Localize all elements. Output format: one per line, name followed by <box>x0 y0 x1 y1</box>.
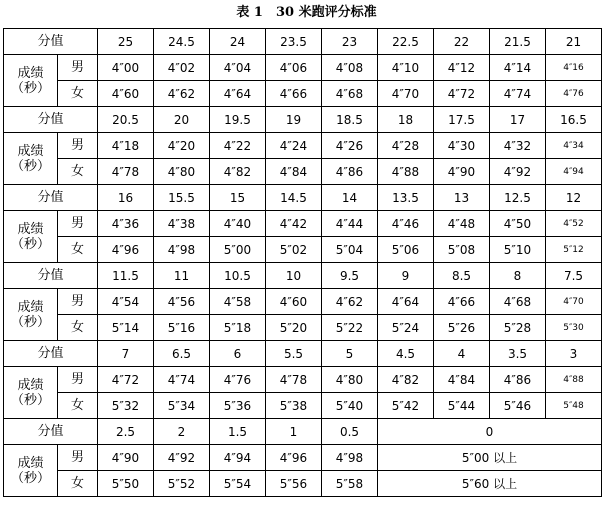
male-time-cell: 4″64 <box>378 289 434 315</box>
result-label <box>4 133 58 185</box>
score-cell: 10 <box>266 263 322 289</box>
female-time-cell: 4″66 <box>266 81 322 107</box>
female-label: 女 <box>58 159 98 185</box>
result-label-line1: 成绩 <box>17 143 44 159</box>
male-row <box>4 289 602 315</box>
male-time-cell: 4″84 <box>434 367 490 393</box>
female-time-cell: 4″64 <box>210 81 266 107</box>
female-time-cell: 4″76 <box>546 81 602 107</box>
score-cell: 21 <box>546 29 602 55</box>
female-time-cell: 5″10 <box>490 237 546 263</box>
male-time-cell: 4″24 <box>266 133 322 159</box>
score-cell: 5 <box>322 341 378 367</box>
female-label: 女 <box>58 81 98 107</box>
male-time-cell: 4″96 <box>266 445 322 471</box>
result-label-line2: （秒） <box>10 470 50 486</box>
female-time-cell: 5″24 <box>378 315 434 341</box>
score-cell: 24 <box>210 29 266 55</box>
score-cell: 25 <box>98 29 154 55</box>
result-label <box>4 445 58 497</box>
female-time-cell: 5″38 <box>266 393 322 419</box>
male-time-cell: 4″80 <box>322 367 378 393</box>
male-time-cell: 4″76 <box>210 367 266 393</box>
male-time-cell: 4″62 <box>322 289 378 315</box>
score-cell: 19.5 <box>210 107 266 133</box>
score-cell: 9 <box>378 263 434 289</box>
result-label-line1: 成绩 <box>17 299 44 315</box>
score-cell: 1.5 <box>210 419 266 445</box>
female-time-cell: 4″98 <box>154 237 210 263</box>
female-time-cell: 5″52 <box>154 471 210 497</box>
score-cell: 23.5 <box>266 29 322 55</box>
result-label-line1: 成绩 <box>17 221 44 237</box>
score-cell: 6 <box>210 341 266 367</box>
result-label-line1: 成绩 <box>17 377 44 393</box>
result-label <box>4 367 58 419</box>
score-cell: 17.5 <box>434 107 490 133</box>
female-time-cell: 5″14 <box>98 315 154 341</box>
score-cell: 14 <box>322 185 378 211</box>
female-time-cell: 4″84 <box>266 159 322 185</box>
female-time-cell: 5″56 <box>266 471 322 497</box>
score-row <box>4 29 602 55</box>
male-time-cell: 4″26 <box>322 133 378 159</box>
male-time-cell: 4″46 <box>378 211 434 237</box>
score-cell: 13 <box>434 185 490 211</box>
result-label-line2: （秒） <box>10 236 50 252</box>
score-cell: 5.5 <box>266 341 322 367</box>
score-cell: 13.5 <box>378 185 434 211</box>
male-time-cell: 4″68 <box>490 289 546 315</box>
female-row <box>4 315 602 341</box>
female-time-cell: 4″86 <box>322 159 378 185</box>
score-label: 分值 <box>4 341 98 367</box>
score-cell: 22 <box>434 29 490 55</box>
male-label: 男 <box>58 367 98 393</box>
score-cell: 10.5 <box>210 263 266 289</box>
female-time-cell: 4″90 <box>434 159 490 185</box>
male-time-cell: 4″22 <box>210 133 266 159</box>
male-time-cell: 4″10 <box>378 55 434 81</box>
female-time-cell: 4″94 <box>546 159 602 185</box>
score-cell: 20 <box>154 107 210 133</box>
male-row <box>4 367 602 393</box>
score-cell: 18.5 <box>322 107 378 133</box>
male-time-cell: 4″34 <box>546 133 602 159</box>
score-cell: 21.5 <box>490 29 546 55</box>
female-row <box>4 159 602 185</box>
male-label: 男 <box>58 445 98 471</box>
female-time-cell: 5″16 <box>154 315 210 341</box>
female-time-cell: 5″06 <box>378 237 434 263</box>
male-time-cell: 4″86 <box>490 367 546 393</box>
male-time-cell: 4″58 <box>210 289 266 315</box>
result-label <box>4 55 58 107</box>
female-time-cell: 5″32 <box>98 393 154 419</box>
male-time-cell: 4″16 <box>546 55 602 81</box>
male-time-cell: 4″94 <box>210 445 266 471</box>
male-row <box>4 55 602 81</box>
female-time-cell: 5″28 <box>490 315 546 341</box>
score-table <box>3 28 602 497</box>
female-time-cell: 4″68 <box>322 81 378 107</box>
male-time-cell: 4″42 <box>266 211 322 237</box>
score-cell: 8 <box>490 263 546 289</box>
score-label: 分值 <box>4 185 98 211</box>
male-label: 男 <box>58 55 98 81</box>
male-label: 男 <box>58 211 98 237</box>
score-cell: 16.5 <box>546 107 602 133</box>
male-time-cell: 4″12 <box>434 55 490 81</box>
male-time-cell: 4″18 <box>98 133 154 159</box>
result-label <box>4 289 58 341</box>
female-time-cell: 5″48 <box>546 393 602 419</box>
score-row <box>4 419 602 445</box>
male-time-cell: 4″50 <box>490 211 546 237</box>
score-cell: 1 <box>266 419 322 445</box>
score-cell: 2 <box>154 419 210 445</box>
female-time-cell: 5″46 <box>490 393 546 419</box>
score-cell: 7 <box>98 341 154 367</box>
table-title: 表 1 30 米跑评分标准 <box>236 5 377 20</box>
male-time-cell: 4″98 <box>322 445 378 471</box>
result-label-line2: （秒） <box>10 158 50 174</box>
result-label <box>4 211 58 263</box>
female-time-cell: 4″70 <box>378 81 434 107</box>
female-time-cell: 5″04 <box>322 237 378 263</box>
female-time-cell: 5″18 <box>210 315 266 341</box>
male-time-cell: 4″00 <box>98 55 154 81</box>
female-time-cell: 5″30 <box>546 315 602 341</box>
score-cell: 6.5 <box>154 341 210 367</box>
male-time-cell: 4″28 <box>378 133 434 159</box>
female-time-cell: 5″12 <box>546 237 602 263</box>
female-time-cell: 5″54 <box>210 471 266 497</box>
score-label: 分值 <box>4 419 98 445</box>
score-row <box>4 263 602 289</box>
male-time-cell: 4″08 <box>322 55 378 81</box>
female-time-cell: 5″36 <box>210 393 266 419</box>
female-time-cell: 4″62 <box>154 81 210 107</box>
male-time-cell: 4″66 <box>434 289 490 315</box>
male-time-cell: 4″74 <box>154 367 210 393</box>
score-cell: 3.5 <box>490 341 546 367</box>
score-cell: 11 <box>154 263 210 289</box>
male-row <box>4 445 602 471</box>
male-time-cell: 4″88 <box>546 367 602 393</box>
female-row <box>4 393 602 419</box>
female-time-cell: 5″20 <box>266 315 322 341</box>
female-label: 女 <box>58 237 98 263</box>
male-time-cell: 4″54 <box>98 289 154 315</box>
score-cell: 9.5 <box>322 263 378 289</box>
female-time-cell: 4″80 <box>154 159 210 185</box>
score-cell: 3 <box>546 341 602 367</box>
female-time-cell: 5″40 <box>322 393 378 419</box>
female-time-cell: 4″78 <box>98 159 154 185</box>
female-time-cell: 5″08 <box>434 237 490 263</box>
result-label-line2: （秒） <box>10 392 50 408</box>
male-time-cell: 4″52 <box>546 211 602 237</box>
score-cell: 17 <box>490 107 546 133</box>
score-cell: 12.5 <box>490 185 546 211</box>
female-time-cell: 5″34 <box>154 393 210 419</box>
score-row <box>4 341 602 367</box>
male-label: 男 <box>58 133 98 159</box>
female-row <box>4 237 602 263</box>
zero-female-cell: 5″60 以上 <box>378 471 602 497</box>
male-time-cell: 4″04 <box>210 55 266 81</box>
male-time-cell: 4″78 <box>266 367 322 393</box>
male-time-cell: 4″30 <box>434 133 490 159</box>
female-row <box>4 471 602 497</box>
female-row <box>4 81 602 107</box>
zero-score-cell: 0 <box>378 419 602 445</box>
result-label-line1: 成绩 <box>17 455 44 471</box>
score-cell: 4.5 <box>378 341 434 367</box>
male-time-cell: 4″20 <box>154 133 210 159</box>
score-cell: 11.5 <box>98 263 154 289</box>
score-cell: 22.5 <box>378 29 434 55</box>
female-time-cell: 5″44 <box>434 393 490 419</box>
score-cell: 15 <box>210 185 266 211</box>
female-label: 女 <box>58 393 98 419</box>
female-label: 女 <box>58 471 98 497</box>
score-cell: 23 <box>322 29 378 55</box>
male-time-cell: 4″82 <box>378 367 434 393</box>
female-time-cell: 4″60 <box>98 81 154 107</box>
male-row <box>4 211 602 237</box>
male-time-cell: 4″02 <box>154 55 210 81</box>
male-time-cell: 4″92 <box>154 445 210 471</box>
score-cell: 14.5 <box>266 185 322 211</box>
score-cell: 20.5 <box>98 107 154 133</box>
score-row <box>4 185 602 211</box>
male-time-cell: 4″40 <box>210 211 266 237</box>
male-time-cell: 4″72 <box>98 367 154 393</box>
male-time-cell: 4″90 <box>98 445 154 471</box>
score-cell: 18 <box>378 107 434 133</box>
score-cell: 8.5 <box>434 263 490 289</box>
female-time-cell: 4″88 <box>378 159 434 185</box>
female-time-cell: 5″22 <box>322 315 378 341</box>
female-time-cell: 4″82 <box>210 159 266 185</box>
male-label: 男 <box>58 289 98 315</box>
male-time-cell: 4″56 <box>154 289 210 315</box>
male-time-cell: 4″70 <box>546 289 602 315</box>
score-cell: 0.5 <box>322 419 378 445</box>
score-label: 分值 <box>4 29 98 55</box>
score-label: 分值 <box>4 107 98 133</box>
male-time-cell: 4″14 <box>490 55 546 81</box>
male-time-cell: 4″44 <box>322 211 378 237</box>
score-label: 分值 <box>4 263 98 289</box>
female-time-cell: 4″72 <box>434 81 490 107</box>
female-time-cell: 5″50 <box>98 471 154 497</box>
score-cell: 16 <box>98 185 154 211</box>
score-cell: 2.5 <box>98 419 154 445</box>
female-time-cell: 5″26 <box>434 315 490 341</box>
female-label: 女 <box>58 315 98 341</box>
male-time-cell: 4″38 <box>154 211 210 237</box>
female-time-cell: 5″42 <box>378 393 434 419</box>
score-cell: 7.5 <box>546 263 602 289</box>
female-time-cell: 5″02 <box>266 237 322 263</box>
male-time-cell: 4″32 <box>490 133 546 159</box>
score-cell: 15.5 <box>154 185 210 211</box>
male-time-cell: 4″36 <box>98 211 154 237</box>
score-cell: 4 <box>434 341 490 367</box>
female-time-cell: 4″74 <box>490 81 546 107</box>
female-time-cell: 5″00 <box>210 237 266 263</box>
female-time-cell: 4″96 <box>98 237 154 263</box>
female-time-cell: 4″92 <box>490 159 546 185</box>
male-time-cell: 4″48 <box>434 211 490 237</box>
result-label-line2: （秒） <box>10 314 50 330</box>
zero-male-cell: 5″00 以上 <box>378 445 602 471</box>
score-cell: 12 <box>546 185 602 211</box>
male-time-cell: 4″06 <box>266 55 322 81</box>
male-time-cell: 4″60 <box>266 289 322 315</box>
male-row <box>4 133 602 159</box>
score-cell: 19 <box>266 107 322 133</box>
female-time-cell: 5″58 <box>322 471 378 497</box>
result-label-line2: （秒） <box>10 80 50 96</box>
result-label-line1: 成绩 <box>17 65 44 81</box>
score-row <box>4 107 602 133</box>
score-cell: 24.5 <box>154 29 210 55</box>
